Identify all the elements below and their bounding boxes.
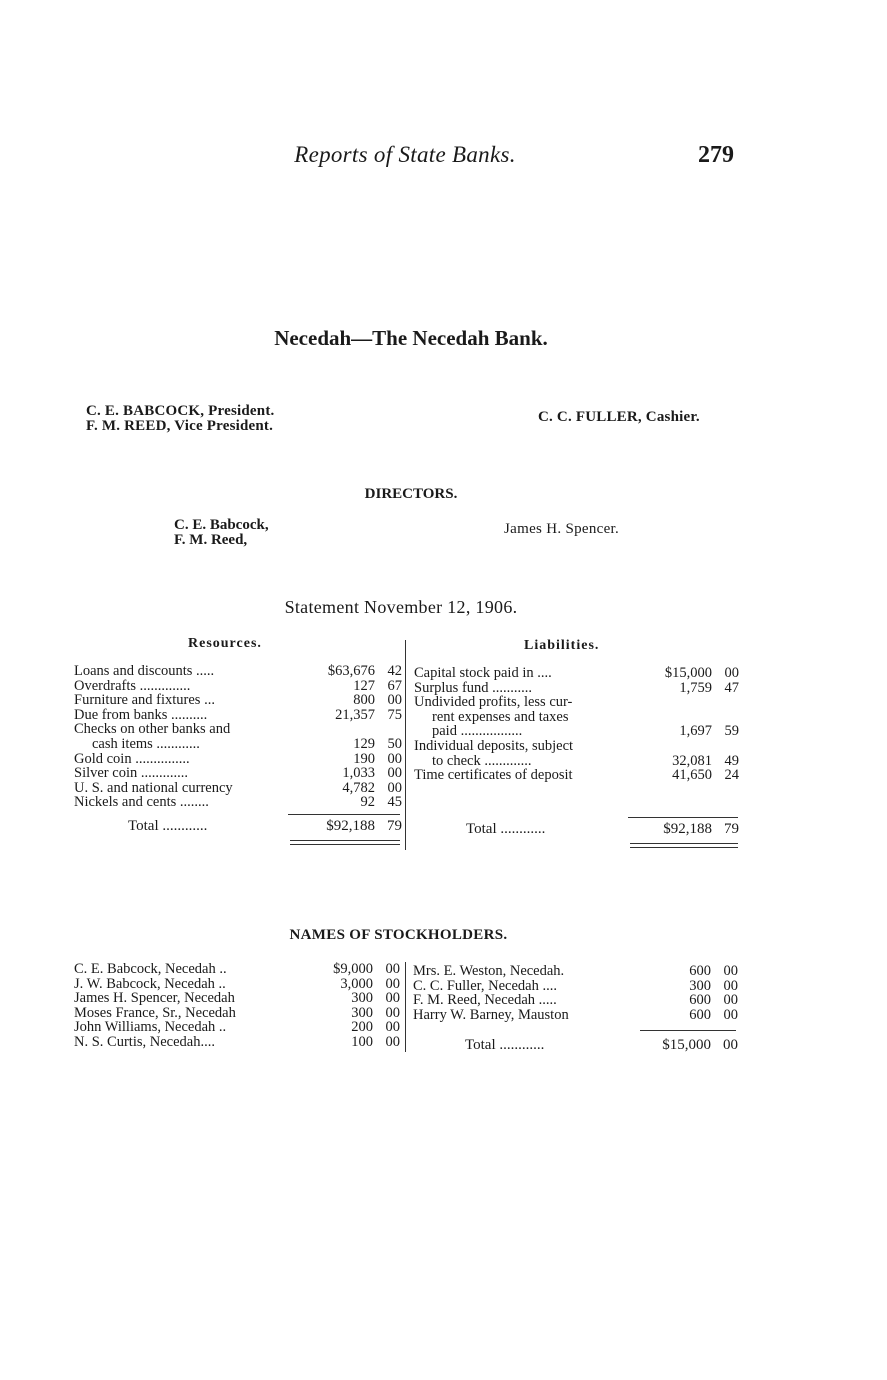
row-dollars: 200 — [351, 1019, 373, 1036]
row-cents: 45 — [387, 794, 402, 811]
row-dollars: 300 — [351, 990, 373, 1007]
row-dollars: 3,000 — [340, 975, 373, 992]
row-dollars: 1,759 — [679, 679, 712, 696]
row-label: Furniture and fixtures ... — [74, 692, 215, 709]
row-cents: 00 — [723, 1006, 738, 1023]
row-label: Checks on other banks and — [74, 721, 231, 738]
row-label: N. S. Curtis, Necedah.... — [74, 1033, 215, 1050]
resources-table — [74, 664, 404, 810]
stockholder-row — [74, 991, 402, 1006]
resources-row — [74, 737, 404, 752]
liabilities-row — [414, 724, 740, 739]
row-cents: 00 — [385, 1033, 400, 1050]
row-label: Harry W. Barney, Mauston — [413, 1006, 569, 1023]
row-label: Individual deposits, subject — [414, 737, 574, 754]
stockholder-row — [74, 962, 402, 977]
row-dollars: 800 — [353, 692, 375, 709]
row-label: C. E. Babcock, Necedah .. — [74, 961, 227, 977]
stockholders-heading: NAMES OF STOCKHOLDERS. — [289, 927, 508, 943]
liabilities-total-row — [414, 822, 740, 837]
row-label: Overdrafts .............. — [74, 677, 191, 694]
stockholder-row — [74, 1006, 402, 1021]
resources-total-row — [74, 819, 404, 834]
director-name: James H. Spencer. — [504, 521, 620, 537]
total-dollars: $92,188 — [663, 821, 712, 837]
row-label: paid ................. — [432, 723, 523, 740]
row-label: Nickels and cents ........ — [74, 794, 209, 811]
row-label: F. M. Reed, Necedah ..... — [413, 992, 557, 1009]
liabilities-total-rule — [628, 817, 738, 818]
stockholder-row — [413, 993, 739, 1008]
liabilities-row — [414, 666, 740, 681]
row-dollars: 4,782 — [342, 779, 375, 796]
row-label: Loans and discounts ..... — [74, 663, 215, 679]
row-dollars: 92 — [360, 794, 375, 811]
resources-row — [74, 722, 404, 737]
directors-heading: DIRECTORS. — [364, 486, 458, 502]
resources-total-double-rule — [290, 840, 400, 845]
vice-president-line: F. M. REED, Vice President. — [86, 418, 274, 434]
resources-row — [74, 693, 404, 708]
row-label: to check ............. — [432, 752, 532, 769]
row-label: rent expenses and taxes — [432, 708, 569, 725]
row-cents: 59 — [724, 723, 739, 740]
row-cents: 00 — [385, 990, 400, 1007]
total-label: Total ............ — [128, 818, 208, 834]
cashier-line: C. C. FULLER, Cashier. — [538, 409, 700, 425]
liabilities-row — [414, 681, 740, 696]
liabilities-row — [414, 739, 740, 754]
liabilities-row — [414, 695, 740, 710]
liabilities-total-double-rule — [630, 843, 738, 848]
row-dollars: 600 — [689, 1006, 711, 1023]
row-dollars: 32,081 — [672, 752, 712, 769]
row-cents: 00 — [387, 750, 402, 767]
row-cents: 00 — [387, 779, 402, 796]
row-cents: 47 — [724, 679, 739, 696]
row-label: James H. Spencer, Necedah — [74, 990, 235, 1007]
row-cents: 00 — [723, 992, 738, 1009]
officers-left — [86, 404, 274, 434]
row-label: Silver coin ............. — [74, 765, 188, 782]
row-label: Capital stock paid in .... — [414, 665, 552, 681]
total-dollars: $92,188 — [326, 818, 375, 834]
row-cents: 00 — [387, 692, 402, 709]
row-cents: 00 — [385, 1019, 400, 1036]
row-dollars: 1,033 — [342, 765, 375, 782]
row-dollars: 300 — [689, 977, 711, 994]
row-dollars: $15,000 — [664, 665, 712, 681]
row-cents: 00 — [385, 1004, 400, 1021]
stockholder-row — [413, 964, 739, 979]
resources-row — [74, 766, 404, 781]
row-cents: 42 — [387, 663, 402, 679]
row-cents: 00 — [385, 961, 400, 977]
row-cents: 50 — [387, 735, 402, 752]
resources-row — [74, 795, 404, 810]
total-cents: 00 — [723, 1037, 738, 1053]
row-label: Mrs. E. Weston, Necedah. — [413, 963, 565, 979]
row-dollars: 21,357 — [335, 706, 375, 723]
row-label: Undivided profits, less cur- — [414, 694, 573, 711]
stockholder-row — [74, 1035, 402, 1050]
bank-title: Necedah—The Necedah Bank. — [274, 326, 548, 350]
statement-heading: Statement November 12, 1906. — [284, 597, 518, 617]
stockholders-total-row — [413, 1038, 739, 1053]
resources-row — [74, 708, 404, 723]
column-divider — [405, 640, 406, 850]
resources-row — [74, 781, 404, 796]
liabilities-row — [414, 710, 740, 725]
liabilities-table — [414, 666, 740, 783]
director-name: F. M. Reed, — [174, 532, 248, 548]
row-cents: 24 — [724, 767, 739, 784]
row-label: Gold coin ............... — [74, 750, 190, 767]
running-title: Reports of State Banks. — [294, 142, 516, 167]
row-label: J. W. Babcock, Necedah .. — [74, 975, 226, 992]
row-dollars: 600 — [689, 992, 711, 1009]
row-dollars: 127 — [353, 677, 375, 694]
directors-left — [174, 518, 269, 548]
row-cents: 00 — [723, 963, 738, 979]
row-dollars: 1,697 — [679, 723, 712, 740]
row-label: Surplus fund ........... — [414, 679, 533, 696]
stockholder-row — [74, 977, 402, 992]
resources-heading: Resources. — [188, 636, 262, 651]
stockholder-row — [413, 979, 739, 994]
director-name: C. E. Babcock, — [174, 517, 269, 533]
row-label: C. C. Fuller, Necedah .... — [413, 977, 557, 994]
stockholder-row — [413, 1008, 739, 1023]
resources-row — [74, 664, 404, 679]
row-dollars: 300 — [351, 1004, 373, 1021]
row-cents: 49 — [724, 752, 739, 769]
row-label: Due from banks .......... — [74, 706, 208, 723]
row-cents: 67 — [387, 677, 402, 694]
row-dollars: 100 — [351, 1033, 373, 1050]
stockholders-total-rule — [640, 1030, 736, 1031]
resources-row — [74, 679, 404, 694]
row-label: John Williams, Necedah .. — [74, 1019, 227, 1036]
row-cents: 00 — [387, 765, 402, 782]
liabilities-heading: Liabilities. — [524, 638, 600, 653]
row-dollars: 41,650 — [672, 767, 712, 784]
liabilities-row — [414, 768, 740, 783]
row-label: Time certificates of deposit — [414, 767, 573, 784]
stockholders-right-table — [413, 964, 739, 1022]
row-dollars: 600 — [689, 963, 711, 979]
stockholder-row — [74, 1020, 402, 1035]
total-cents: 79 — [724, 821, 739, 837]
resources-total-rule — [288, 814, 400, 815]
row-cents: 00 — [723, 977, 738, 994]
resources-row — [74, 752, 404, 767]
row-cents: 00 — [385, 975, 400, 992]
total-cents: 79 — [387, 818, 402, 834]
row-dollars: $63,676 — [327, 663, 375, 679]
page-number: 279 — [698, 142, 734, 168]
president-line: C. E. BABCOCK, President. — [86, 403, 275, 419]
total-label: Total ............ — [466, 821, 546, 837]
row-label: Moses France, Sr., Necedah — [74, 1004, 236, 1021]
liabilities-row — [414, 754, 740, 769]
total-label: Total ............ — [465, 1037, 545, 1053]
row-dollars: $9,000 — [333, 961, 373, 977]
total-dollars: $15,000 — [662, 1037, 711, 1053]
stockholders-divider — [405, 962, 406, 1052]
row-label: U. S. and national currency — [74, 779, 233, 796]
stockholders-left-table — [74, 962, 402, 1050]
row-cents: 00 — [724, 665, 739, 681]
row-cents: 75 — [387, 706, 402, 723]
row-label: cash items ............ — [92, 735, 200, 752]
row-dollars: 190 — [353, 750, 375, 767]
row-dollars: 129 — [353, 735, 375, 752]
